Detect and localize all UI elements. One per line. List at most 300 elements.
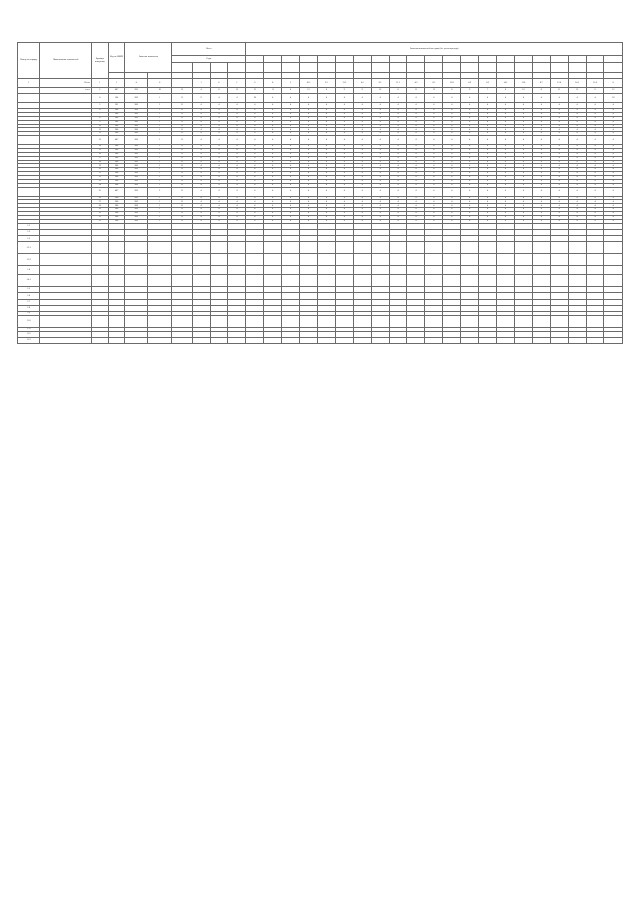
table-cell: 1 [228,79,246,88]
table-cell: 4 [353,112,371,116]
table-cell: 4 [228,124,246,128]
table-cell: 4 [317,164,335,168]
table-row [18,187,623,196]
table-cell: 4 [425,187,443,196]
table-cell: 4 [443,148,461,152]
table-cell: 11 [172,219,192,223]
table-cell: 4 [300,183,318,187]
table-cell [407,337,425,343]
table-cell: 266 [108,164,125,168]
table-cell [147,337,172,343]
table-cell: 4 [461,180,479,184]
table-cell: 11 [172,180,192,184]
table-cell: 4 [479,183,497,187]
table-cell: 4 [210,136,228,145]
table-cell: 4 [532,196,550,200]
table-cell: 4 [586,132,604,136]
table-cell: 4 [228,108,246,112]
table-cell: 4 [389,102,407,108]
table-cell: 4 [407,112,425,116]
table-cell: 4 [532,183,550,187]
table-cell: 4 [514,148,532,152]
table-cell: 4 [371,160,389,164]
table-cell [443,315,461,327]
table-cell [125,254,147,266]
table-cell: 11 [172,136,192,145]
table-cell [228,315,246,327]
row-number: 1.6 [18,293,40,299]
table-cell [91,337,108,343]
table-cell [568,254,586,266]
table-cell: 4 [514,180,532,184]
table-cell: 4 [514,124,532,128]
table-cell: 4 [479,152,497,156]
table-cell: 11 [172,128,192,132]
table-cell [246,315,264,327]
table-cell: 2 [91,87,108,93]
table-cell: 4 [407,204,425,208]
table-cell: 4 [353,160,371,164]
table-cell: 4 [300,116,318,120]
table-cell: 4 [568,208,586,212]
table-cell: 14.1 [568,79,586,88]
table-cell [335,242,353,254]
table-body [18,79,623,344]
table-cell: 4 [246,108,264,112]
table-cell: 4 [210,128,228,132]
table-cell [192,337,210,343]
table-cell: 4 [246,116,264,120]
row-number: 1.3.2 [18,254,40,266]
table-cell [300,275,318,287]
table-cell: 4 [604,212,623,216]
table-cell: 4 [282,124,300,128]
table-cell: 4 [300,108,318,112]
table-cell: 4 [550,168,568,172]
table-cell: 4 [353,172,371,176]
table-cell: 4 [407,145,425,149]
table-cell: 4 [210,120,228,124]
table-cell: 4 [604,132,623,136]
table-cell: 266 [108,200,125,204]
table-cell: 4 [300,176,318,180]
table-cell: 266 [108,196,125,200]
table-cell: 11 [172,145,192,149]
table-cell: 4 [353,145,371,149]
table-cell: 4 [550,200,568,204]
table-cell: 4 [300,148,318,152]
table-cell: 4 [317,196,335,200]
table-cell: 4 [228,128,246,132]
table-cell [353,275,371,287]
table-cell: 4 [264,200,282,204]
table-cell: 8 [532,87,550,93]
table-cell [532,242,550,254]
table-cell [425,254,443,266]
table-cell [300,242,318,254]
table-cell: 4 [407,128,425,132]
table-cell: 4 [246,160,264,164]
table-cell: 4 [604,108,623,112]
table-cell [353,266,371,275]
table-cell: 11 [91,128,108,132]
table-cell: 20 [91,168,108,172]
table-cell: 4 [514,120,532,124]
table-cell [282,254,300,266]
table-cell: 4 [246,145,264,149]
table-cell: 4 [532,216,550,220]
table-cell: 4 [371,180,389,184]
table-cell: 4 [550,156,568,160]
table-cell: 4 [550,180,568,184]
table-cell: 4 [246,102,264,108]
table-cell: 4 [389,145,407,149]
table-cell: 4 [497,136,515,145]
table-cell: 4 [246,180,264,184]
table-cell: 4 [604,164,623,168]
table-cell: 4 [586,136,604,145]
table-cell: 4 [264,208,282,212]
table-cell: 4 [317,112,335,116]
table-cell: 4 [497,145,515,149]
table-cell: 4 [586,204,604,208]
table-cell: 4 [317,152,335,156]
table-cell: 4 [371,208,389,212]
table-cell: 18 [246,93,264,102]
table-cell: 4 [461,152,479,156]
table-cell: 4 [568,128,586,132]
table-cell: 4 [300,216,318,220]
table-cell: 4 [264,176,282,180]
table-cell: 4 [282,108,300,112]
table-cell: 1 [147,204,172,208]
table-cell: 4 [228,102,246,108]
table-cell: 4 [210,145,228,149]
table-cell: 4 [353,108,371,112]
table-cell: 10.1 [300,79,318,88]
table-cell [228,242,246,254]
table-row [18,242,623,254]
table-cell: 4 [389,219,407,223]
table-cell: 4 [604,176,623,180]
table-cell: 4 [407,93,425,102]
table-cell: 12.6 [550,79,568,88]
table-cell: 11 [172,152,192,156]
row-number: 1.1 [18,223,40,229]
table-cell [108,315,125,327]
table-cell: 4 [228,164,246,168]
table-cell: 11 [172,183,192,187]
table-cell: 4 [282,128,300,132]
table-cell: 4 [210,160,228,164]
table-cell: 4 [497,187,515,196]
table-cell: 4 [407,152,425,156]
table-cell: 266 [108,180,125,184]
table-cell [172,242,192,254]
table-cell: 4 [389,164,407,168]
table-cell [389,242,407,254]
table-cell: 4 [353,180,371,184]
table-cell: 12 [425,87,443,93]
table-cell: 14.1 [497,79,515,88]
table-cell: 4 [335,120,353,124]
table-cell [147,275,172,287]
table-cell: 4 [443,172,461,176]
table-cell: 4 [568,120,586,124]
table-cell: 4 [425,160,443,164]
table-cell: 11 [172,160,192,164]
table-cell: 4 [335,196,353,200]
table-cell [371,315,389,327]
table-cell: 4 [317,93,335,102]
table-cell: 11 [172,208,192,212]
table-cell: 4 [264,112,282,116]
table-cell: 266 [125,183,147,187]
table-cell: 4 [407,102,425,108]
table-cell: 4 [192,136,210,145]
table-cell: 4 [192,212,210,216]
table-cell: 4 [371,124,389,128]
table-cell: 4 [497,204,515,208]
table-cell: 266 [108,112,125,116]
table-cell: 4 [497,164,515,168]
table-cell: 4 [407,124,425,128]
table-cell: 4 [479,156,497,160]
row-name [40,187,92,196]
table-cell: 266 [108,212,125,216]
table-cell [604,337,623,343]
table-cell: 4 [568,152,586,156]
table-cell: 4 [264,152,282,156]
table-cell: 4 [335,183,353,187]
table-cell: 4 [550,148,568,152]
table-cell: 4 [514,176,532,180]
table-cell: 4 [246,204,264,208]
table-cell: 8.1 [425,79,443,88]
table-cell: 4 [568,172,586,176]
table-cell: 266 [125,116,147,120]
table-cell: 4 [443,145,461,149]
table-cell: 4 [586,187,604,196]
table-cell: 11 [172,93,192,102]
table-cell: 11 [172,132,192,136]
table-cell: 4 [335,152,353,156]
row-name: Всего [40,79,92,88]
row-name [40,93,92,102]
table-cell: 4 [389,124,407,128]
table-cell: 4 [550,108,568,112]
table-cell: 4 [425,219,443,223]
table-cell: 4 [353,120,371,124]
table-cell [335,315,353,327]
table-cell: 18 [604,93,623,102]
table-cell: 4 [264,136,282,145]
table-cell: 4 [317,128,335,132]
table-cell: 4 [568,183,586,187]
table-cell: 10 [371,87,389,93]
table-cell: 266 [108,128,125,132]
table-cell: 266 [125,148,147,152]
table-cell: 8 [604,79,623,88]
table-row [18,254,623,266]
table-cell: 4 [335,200,353,204]
table-cell [264,275,282,287]
table-cell: 1 [147,172,172,176]
table-cell [210,266,228,275]
table-cell: 4 [282,216,300,220]
table-cell: 4 [407,132,425,136]
table-cell: 4 [389,160,407,164]
table-cell: 4 [407,136,425,145]
table-cell [550,315,568,327]
table-cell: 4 [192,145,210,149]
table-cell: 4 [604,148,623,152]
table-cell: 266 [125,204,147,208]
table-cell: 266 [125,196,147,200]
table-cell: 266 [125,93,147,102]
table-cell [300,337,318,343]
table-cell: 4 [479,176,497,180]
table-cell: 4 [604,196,623,200]
table-cell [147,254,172,266]
table-cell: 1 [147,152,172,156]
header-year-cell [246,56,264,63]
table-cell [425,315,443,327]
table-cell [210,337,228,343]
table-cell: 4 [282,208,300,212]
table-cell [443,254,461,266]
table-cell [479,254,497,266]
table-cell: 4 [532,152,550,156]
table-cell [210,315,228,327]
table-cell: 4 [479,145,497,149]
table-cell [479,275,497,287]
header-total: Всего [172,43,246,56]
table-cell [604,266,623,275]
table-cell: 31 [91,216,108,220]
table-cell [91,242,108,254]
table-cell: 4 [497,200,515,204]
table-cell: 4 [389,152,407,156]
table-cell: 11 [172,164,192,168]
table-cell: 4 [479,160,497,164]
table-cell: 4 [443,187,461,196]
table-cell: 4 [461,160,479,164]
table-cell: 4 [282,120,300,124]
table-cell: 4 [443,102,461,108]
table-cell: 4 [443,152,461,156]
table-cell: 4 [371,196,389,200]
table-cell: 4 [443,196,461,200]
table-cell: 266 [108,124,125,128]
table-cell: 4 [586,102,604,108]
table-cell: 266 [108,120,125,124]
table-cell: 11 [172,108,192,112]
table-cell: 11 [172,116,192,120]
table-cell [514,275,532,287]
table-cell: 4 [300,219,318,223]
table-cell: 7 [91,112,108,116]
table-cell: 4 [353,128,371,132]
table-cell [425,275,443,287]
table-cell: 4 [264,120,282,124]
table-cell: 4 [228,152,246,156]
table-cell [371,337,389,343]
table-cell: 4 [210,102,228,108]
table-cell: 11 [264,87,282,93]
table-cell: 4 [604,183,623,187]
table-cell: 4 [389,172,407,176]
table-cell: 4 [371,112,389,116]
table-cell: 4 [317,145,335,149]
table-cell: 4 [425,132,443,136]
table-cell: 4 [389,156,407,160]
row-number: 1.3.1 [18,242,40,254]
table-cell: 4 [497,148,515,152]
table-cell [479,266,497,275]
table-cell: 29 [91,208,108,212]
table-cell: 4 [192,120,210,124]
table-cell: 4 [192,132,210,136]
table-cell: 4 [300,120,318,124]
table-cell: 4 [371,116,389,120]
table-cell: 4 [228,208,246,212]
table-cell: 4 [317,183,335,187]
table-cell: 4 [443,132,461,136]
table-cell: 266 [108,160,125,164]
table-cell: 266 [125,156,147,160]
table-cell [172,266,192,275]
table-cell: 4 [407,164,425,168]
table-cell: 4 [192,160,210,164]
table-cell: 4 [532,204,550,208]
table-cell: 15 [91,148,108,152]
table-cell: 11 [172,120,192,124]
table-cell: 4 [604,168,623,172]
table-cell: 4 [407,168,425,172]
table-cell: 4 [532,112,550,116]
table-cell: 4 [264,180,282,184]
row-number: 1.9 [18,311,40,315]
table-row [18,315,623,327]
table-cell: 4 [514,136,532,145]
table-cell: 4 [282,132,300,136]
table-cell: 4 [228,160,246,164]
table-cell: 4 [246,168,264,172]
table-cell: 4 [210,187,228,196]
table-cell: 4 [461,156,479,160]
table-cell: 4 [479,196,497,200]
table-cell: 4 [210,219,228,223]
table-cell: 18 [147,87,172,93]
table-cell: 4 [353,156,371,160]
table-cell: 4 [282,204,300,208]
table-cell: 4 [497,128,515,132]
table-cell [514,242,532,254]
table-cell: 4 [264,187,282,196]
table-cell: 4 [568,136,586,145]
table-cell: 4 [550,136,568,145]
table-cell [389,337,407,343]
table-cell: 4 [604,102,623,108]
table-cell: 4 [604,216,623,220]
table-cell: 4 [210,116,228,120]
table-cell: 26 [91,196,108,200]
table-cell: 4 [550,102,568,108]
table-cell: 4 [246,196,264,200]
table-cell [335,275,353,287]
table-cell: 4 [335,148,353,152]
